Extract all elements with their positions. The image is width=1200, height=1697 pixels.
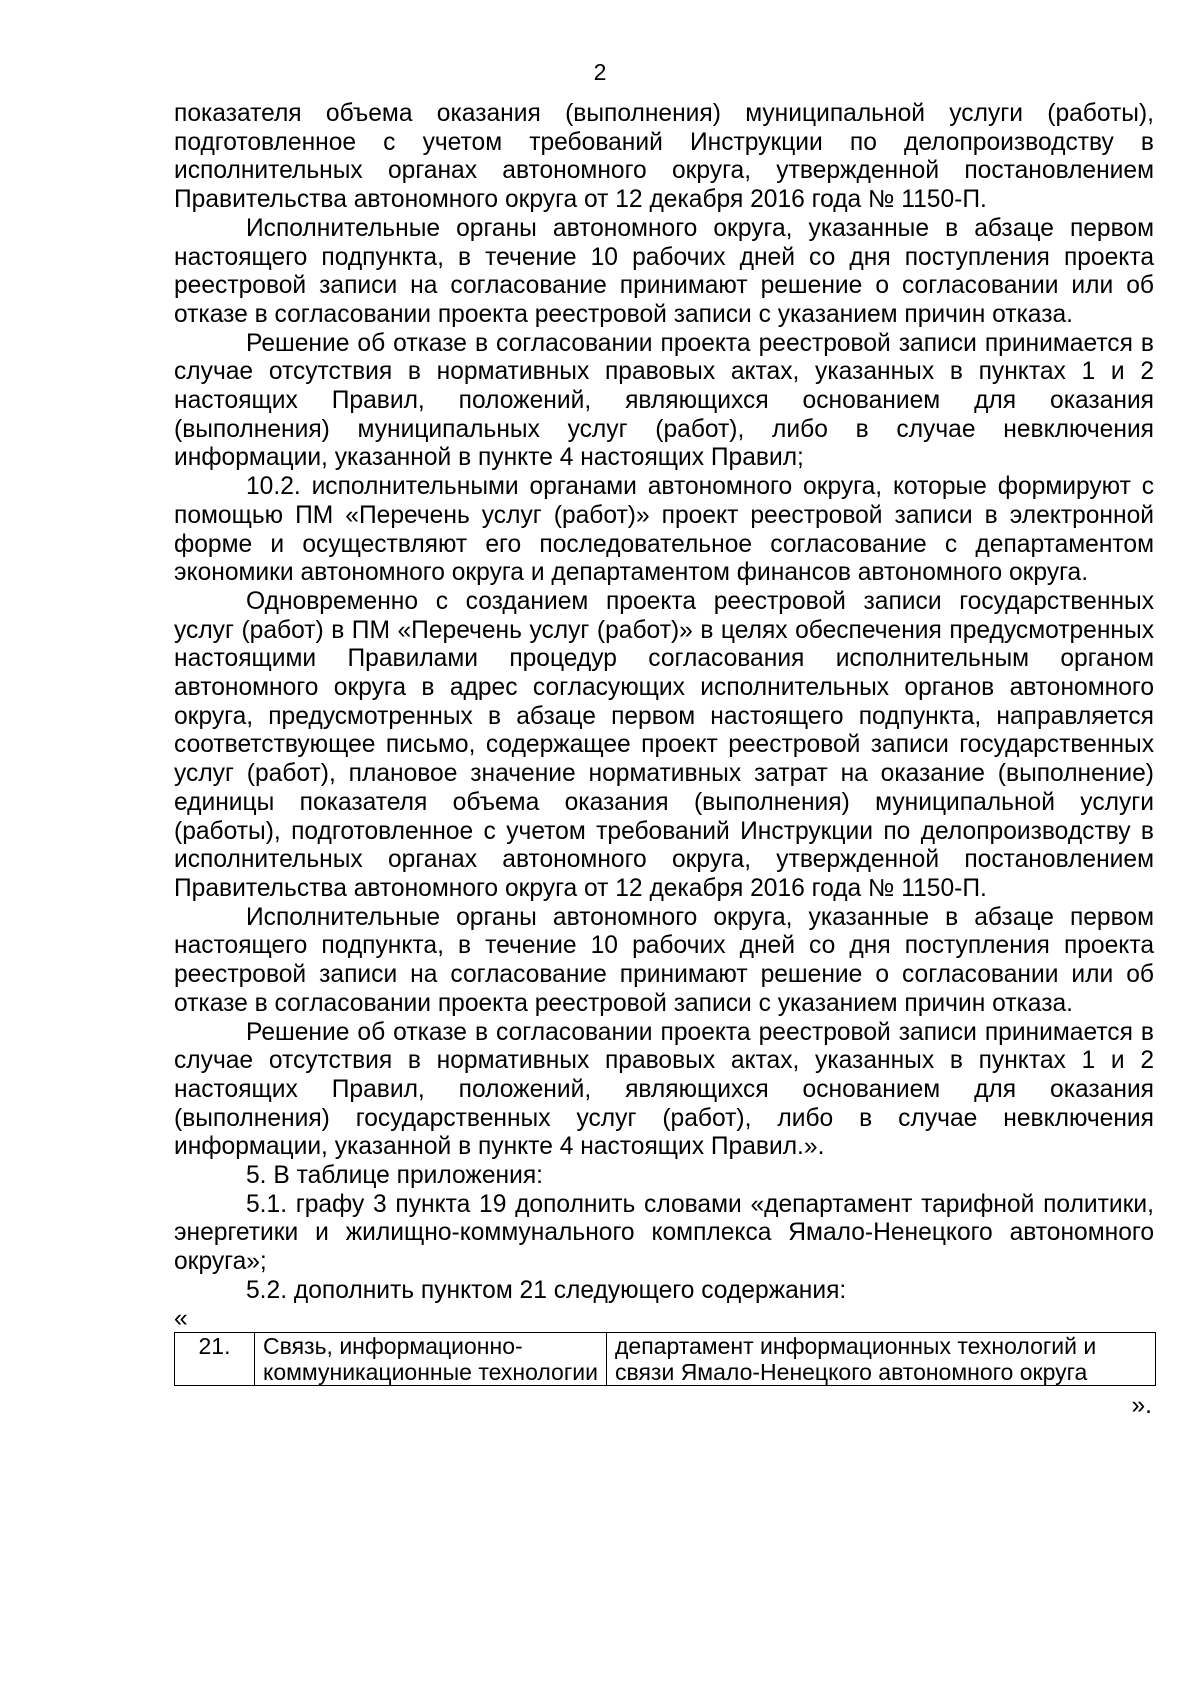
open-quote: « <box>174 1304 188 1332</box>
paragraph: Исполнительные органы автономного округа, указанные в абзаце первом настоящего подпункта, в течение 10 рабочих дней со дня поступления проекта реестровой записи на согласование принимают решение о согласовании или об отказе в согласовании проекта реестровой записи с указанием причин отказа. <box>174 214 1154 328</box>
page-number: 2 <box>593 59 607 85</box>
paragraph: Одновременно с созданием проекта реестровой записи государственных услуг (работ) в ПМ «Перечень услуг (работ)» в целях обеспечения предусмотренных настоящими Правилами процедур согласования исполнительным органом автономного округа в адрес согласующих исполнительных органов автономного округа, предусмотренных в абзаце первом настоящего подпункта, направляется соответствующее письмо, содержащее проект реестровой записи государственных услуг (работ), плановое значение нормативных затрат на оказание (выполнение) единицы показателя объема оказания (выполнения) муниципальной услуги (работы), подготовленное с учетом требований Инструкции по делопроизводству в исполнительных органах автономного округа, утвержденной постановлением Правительства автономного округа от 12 декабря 2016 года № 1150-П. <box>174 587 1154 902</box>
inserted-table <box>174 1332 1156 1386</box>
area-cell: Связь, информационно-коммуникационные технологии <box>255 1332 607 1385</box>
paragraph: Решение об отказе в согласовании проекта реестровой записи принимается в случае отсутствия в нормативных правовых актах, указанных в пунктах 1 и 2 настоящих Правил, положений, являющихся основанием для оказания (выполнения) государственных услуг (работ), либо в случае невключения информации, указанной в пункте 4 настоящих Правил.». <box>174 1018 1154 1161</box>
row-number-cell: 21. <box>175 1332 255 1385</box>
close-quote: ». <box>1131 1391 1152 1419</box>
paragraph: Решение об отказе в согласовании проекта реестровой записи принимается в случае отсутствия в нормативных правовых актах, указанных в пунктах 1 и 2 настоящих Правил, положений, являющихся основанием для оказания (выполнения) муниципальных услуг (работ), либо в случае невключения информации, указанной в пункте 4 настоящих Правил; <box>174 329 1154 472</box>
paragraph: 10.2. исполнительными органами автономного округа, которые формируют с помощью ПМ «Перечень услуг (работ)» проект реестровой записи в электронной форме и осуществляют его последовательное согласование с департаментом экономики автономного округа и департаментом финансов автономного округа. <box>174 473 1154 587</box>
table-row <box>175 1332 1156 1385</box>
paragraph-continuation: показателя объема оказания (выполнения) муниципальной услуги (работы), подготовленное с учетом требований Инструкции по делопроизводству в исполнительных органах автономного округа, утвержденной постановлением Правительства автономного округа от 12 декабря 2016 года № 1150-П. <box>174 100 1154 214</box>
paragraph: Исполнительные органы автономного округа, указанные в абзаце первом настоящего подпункта, в течение 10 рабочих дней со дня поступления проекта реестровой записи на согласование принимают решение о согласовании или об отказе в согласовании проекта реестровой записи с указанием причин отказа. <box>174 903 1154 1017</box>
paragraph: 5. В таблице приложения: <box>246 1162 543 1190</box>
document-body <box>174 100 1154 1420</box>
paragraph: 5.1. графу 3 пункта 19 дополнить словами «департамент тарифной политики, энергетики и жилищно-коммунального комплекса Ямало-Ненецкого автономного округа»; <box>174 1190 1154 1276</box>
paragraph: 5.2. дополнить пунктом 21 следующего содержания: <box>246 1276 847 1304</box>
department-cell: департамент информационных технологий и связи Ямало-Ненецкого автономного округа <box>607 1332 1156 1385</box>
